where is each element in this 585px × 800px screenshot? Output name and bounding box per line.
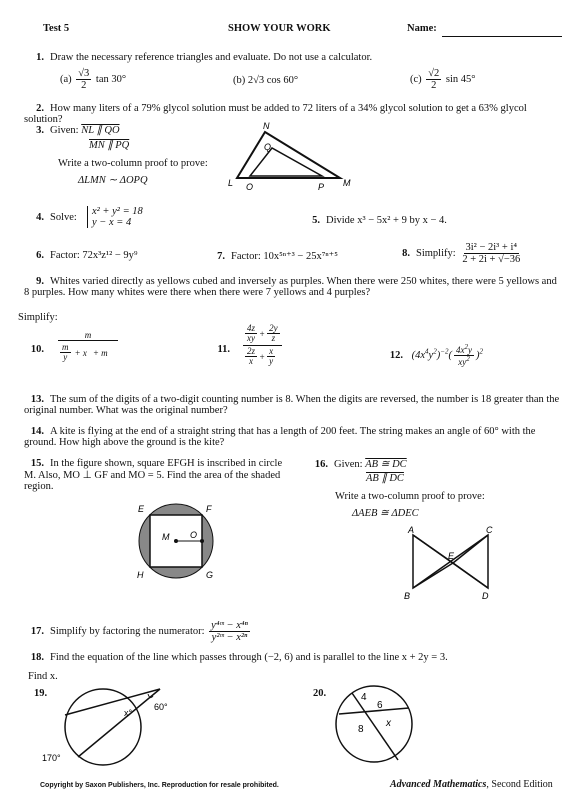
problem-15: 15. In the figure shown, square EFGH is inscribed in circle M. Also, MO ⊥ GF and MO = 5. Find the area of the shaded region.: [24, 458, 283, 492]
fraction-11: $\frac{4z}{xy}$ + $\frac{2y}{z}$ $\frac{2z}{x}$ + $\frac{x}{y}$: [243, 324, 282, 367]
problem-1b: (b) 2√3 cos 60°: [233, 75, 299, 86]
label-N: N: [263, 121, 270, 131]
proof-instruction-3: Write a two-column proof to prove:: [58, 158, 208, 169]
problem-11: 11.: [217, 344, 230, 355]
problem-19-number: 19.: [34, 688, 48, 699]
label-A: A: [408, 525, 415, 535]
name-field[interactable]: [442, 36, 562, 37]
label-H: H: [137, 570, 144, 580]
given-16-1: AB ≅ DC: [365, 459, 407, 470]
given-1: NL ∥ QO: [81, 125, 120, 136]
problem-1c: (c) $\frac{√2}{2}$ sin 45°: [410, 68, 476, 92]
segment-8: 8: [358, 724, 364, 735]
problem-9: 9. Whites varied directly as yellows cubed and inversely as purples. When there were 250 whites, there were 5 yellows and 8 purples. How many whites were there when there were 7 yellows and 4 purples?: [24, 276, 557, 298]
problem-20-number: 20.: [313, 688, 327, 699]
label-E2: E: [448, 551, 455, 561]
problem-6: 6. Factor: 72x³z¹² − 9y⁹: [36, 250, 138, 261]
angle-x: x°: [124, 708, 133, 718]
label-M2: M: [162, 532, 170, 542]
problem-13: 13. The sum of the digits of a two-digit counting number is 8. When the digits are reversed, the number is 18 greater than the original number. What was the original number?: [24, 394, 560, 416]
problem-18: 18. Find the equation of the line which passes through (−2, 6) and is parallel to the line x + 2y = 3.: [30, 652, 448, 663]
segment-x: x: [386, 718, 391, 729]
angle-60: 60°: [154, 702, 168, 712]
problem-16: 16. Given: AB ≅ DC: [314, 459, 407, 470]
prove-3: ΔLMN ∼ ΔOPQ: [78, 175, 148, 186]
fraction-10: m $\frac{m}{y}$ + x + m: [58, 330, 118, 363]
label-O2: O: [190, 530, 198, 540]
arc-170: 170°: [42, 753, 61, 763]
problem-2: 2. How many liters of a 79% glycol solution must be added to 72 liters of a 34% glycol solution to get a 63% glycol solution?: [24, 103, 527, 125]
label-M: M: [343, 178, 351, 188]
problem-7: 7. Factor: 10x⁵ⁿ⁺³ − 25x⁷ⁿ⁺⁵: [217, 251, 338, 262]
problem-14: 14. A kite is flying at the end of a straight string that has a length of 200 feet. The string makes an angle of 60° with the ground. How high above the ground is the kite?: [24, 426, 536, 448]
label-F: F: [206, 504, 212, 514]
label-C: C: [486, 525, 493, 535]
given-16-2: AB ∥ DC: [366, 473, 404, 484]
prove-16: ΔAEB ≅ ΔDEC: [352, 508, 419, 519]
name-label: Name:: [407, 23, 437, 34]
problem-12: 12. $(4x^4y^2)^{-2}$( $\frac{4x^2y}{xy^2}$ )$^2$: [389, 343, 483, 368]
segment-6: 6: [377, 700, 383, 711]
problem-17: 17. Simplify by factoring the numerator: $\frac{\text{y⁴ᵐ − x⁴ⁿ}}{\text{y²ᵐ − x²ⁿ}}$: [30, 620, 248, 644]
label-O: O: [246, 182, 254, 192]
problem-10: 10.: [30, 344, 44, 355]
problem-1: 1. Draw the necessary reference triangles and evaluate. Do not use a calculator.: [36, 52, 373, 63]
problem-5: 5. Divide x³ − 5x² + 9 by x − 4.: [312, 215, 447, 226]
circle-secant-figure: [40, 685, 185, 770]
label-P: P: [318, 182, 325, 192]
copyright: Copyright by Saxon Publishers, Inc. Reproduction for resale prohibited.: [40, 782, 279, 789]
intersecting-chords-figure: [330, 682, 420, 767]
label-B: B: [404, 591, 411, 601]
page-title: SHOW YOUR WORK: [228, 23, 331, 34]
segment-4: 4: [361, 692, 367, 703]
simplify-heading: Simplify:: [18, 312, 58, 323]
book-title: Advanced Mathematics, Second Edition: [390, 779, 553, 790]
proof-instruction-16: Write a two-column proof to prove:: [335, 491, 485, 502]
test-label: Test 5: [43, 23, 70, 34]
problem-4: 4. Solve:: [36, 212, 77, 223]
circle-square-figure: [128, 498, 228, 583]
system-of-equations: x² + y² = 18 y − x = 4: [87, 206, 143, 228]
label-E: E: [138, 504, 145, 514]
problem-3: 3. Given: NL ∥ QO: [36, 125, 120, 136]
bowtie-figure: [398, 525, 498, 605]
label-D: D: [482, 591, 489, 601]
find-x-heading: Find x.: [28, 671, 58, 682]
triangle-figure: [225, 120, 365, 200]
given-2: MN ∥ PQ: [89, 140, 130, 151]
problem-8: 8. Simplify: $\frac{\text{3i² − 2i³ + i⁴}}{2 + 2i + √-36}$: [402, 242, 521, 266]
label-Q: Q: [264, 142, 272, 152]
problem-1a: (a) $\frac{√3}{2}$ tan 30°: [60, 68, 127, 92]
label-G: G: [206, 570, 214, 580]
label-L: L: [228, 178, 234, 188]
